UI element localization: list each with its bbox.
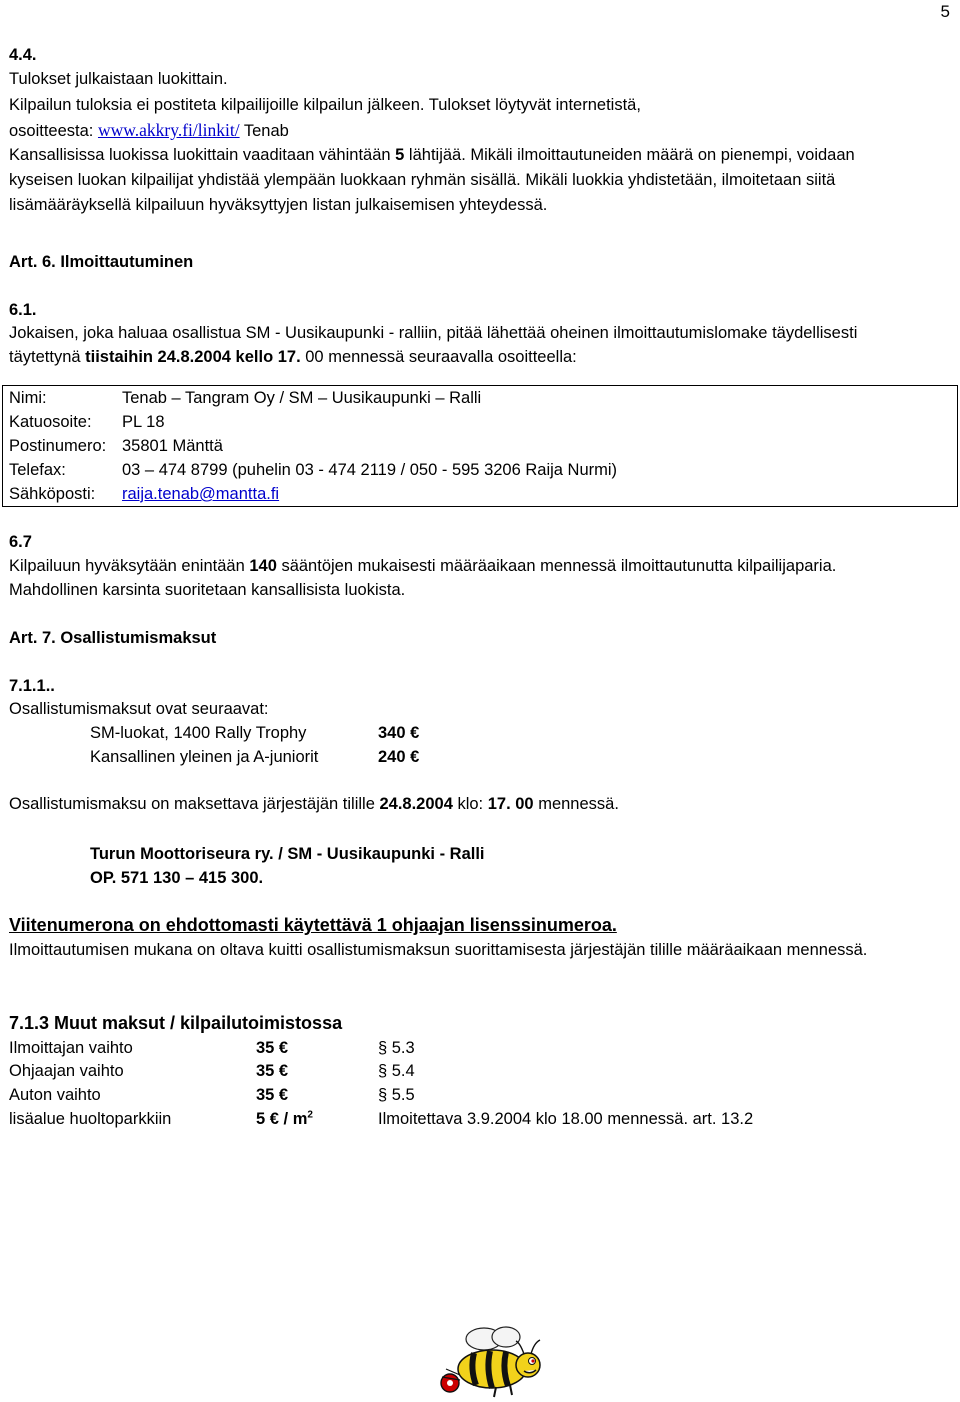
contact-label: Telefax: (9, 461, 66, 479)
art6-line2-post: 00 mennessä seuraavalla osoitteella: (300, 348, 577, 366)
other-fee-amount (256, 1107, 313, 1131)
s44-line3-pre: osoitteesta: (9, 122, 98, 140)
fee-label: SM-luokat, 1400 Rally Trophy (90, 724, 307, 742)
other-fee-ref: § 5.5 (378, 1086, 415, 1104)
art6-line2 (9, 345, 577, 369)
contact-table (2, 385, 958, 507)
section-number-7-1-1: 7.1.1.. (9, 677, 55, 695)
s44-line3 (9, 118, 289, 143)
s67-line1-pre: Kilpailuun hyväksytään enintään (9, 557, 250, 575)
other-fee-amount: 35 € (256, 1086, 289, 1104)
section-number-6-1: 6.1. (9, 301, 37, 319)
s67-line2: Mahdollinen karsinta suoritetaan kansallisista luokista. (9, 581, 406, 599)
other-fee-label: Ilmoittajan vaihto (9, 1039, 133, 1057)
art7-intro: Osallistumismaksut ovat seuraavat: (9, 700, 269, 718)
wing-icon (492, 1327, 520, 1347)
page-number: 5 (940, 2, 950, 21)
contact-row-telefax (3, 458, 958, 482)
art6-line2-pre: täytettynä (9, 348, 86, 366)
other-fee-amount: 35 € (256, 1062, 289, 1080)
deadline-date: 24.8.2004 (379, 795, 453, 813)
s67-line1 (9, 554, 836, 578)
receipt-notice: Ilmoittautumisen mukana on oltava kuitti osallistumismaksun suorittamisesta järjestäjän tilille määräaikaan mennessä. (9, 941, 868, 959)
email-link[interactable]: raija.tenab@mantta.fi (122, 485, 280, 503)
s67-max-count: 140 (249, 557, 277, 575)
account-name: Turun Moottoriseura ry. / SM - Uusikaupunki - Ralli (90, 845, 485, 863)
contact-label: Nimi: (9, 389, 47, 407)
s44-line4-post: lähtijää. Mikäli ilmoittautuneiden määrä on pienempi, voidaan (404, 146, 855, 164)
reference-number-notice: Viitenumerona on ehdottomasti käytettävä 1 ohjaajan lisenssinumeroa. (9, 915, 617, 935)
other-fee-amount: 35 € (256, 1039, 289, 1057)
art6-heading: Art. 6. Ilmoittautuminen (9, 253, 194, 271)
contact-value (116, 482, 958, 507)
section-number-6-7: 6.7 (9, 533, 32, 551)
contact-value: 35801 Mänttä (122, 437, 223, 455)
s44-line4-pre: Kansallisissa luokissa luokittain vaaditaan vähintään (9, 146, 396, 164)
contact-row-email (3, 482, 958, 507)
fee-amount: 340 € (378, 724, 420, 742)
s44-line3-post: Tenab (239, 122, 289, 140)
s44-line4-bold: 5 (395, 146, 405, 164)
deadline-mid: klo: (452, 795, 488, 813)
bee-mascot-logo (436, 1325, 546, 1401)
contact-label: Sähköposti: (9, 485, 96, 503)
other-fee-note: Ilmoitettava 3.9.2004 klo 18.00 mennessä. art. 13.2 (378, 1110, 754, 1128)
deadline-pre: Osallistumismaksu on maksettava järjestäjän tilille (9, 795, 380, 813)
payment-deadline (9, 792, 619, 816)
other-fee-label: Auton vaihto (9, 1086, 101, 1104)
s44-line6: lisämääräyksellä kilpailuun hyväksyttyjen listan julkaisemisen yhteydessä. (9, 196, 548, 214)
s44-line5: kyseisen luokan kilpailijat yhdistää ylempään luokkaan ryhmän sisällä. Mikäli luokkia yhdistetään, ilmoitetaan siitä (9, 171, 836, 189)
contact-label: Postinumero: (9, 437, 107, 455)
s44-line1: Tulokset julkaistaan luokittain. (9, 70, 228, 88)
other-fee-ref: § 5.3 (378, 1039, 415, 1057)
s67-line1-post: sääntöjen mukaisesti määräaikaan mennessä ilmoittautunutta kilpailijaparia. (276, 557, 837, 575)
contact-row-street (3, 410, 958, 434)
fee-label: Kansallinen yleinen ja A-juniorit (90, 748, 319, 766)
other-fee-ref: § 5.4 (378, 1062, 415, 1080)
contact-value: PL 18 (122, 413, 165, 431)
account-number: OP. 571 130 – 415 300. (90, 869, 264, 887)
other-fee-label: Ohjaajan vaihto (9, 1062, 124, 1080)
section-number-4-4: 4.4. (9, 46, 37, 64)
contact-row-name (3, 386, 958, 411)
s713-heading: 7.1.3 Muut maksut / kilpailutoimistossa (9, 1013, 343, 1033)
contact-row-postcode (3, 434, 958, 458)
art6-deadline: tiistaihin 24.8.2004 kello 17. (85, 348, 301, 366)
contact-value: Tenab – Tangram Oy / SM – Uusikaupunki – Ralli (122, 389, 482, 407)
other-fee-label: lisäalue huoltoparkkiin (9, 1110, 172, 1128)
fee-amount: 240 € (378, 748, 420, 766)
deadline-post: mennessä. (533, 795, 619, 813)
parking-fee: 5 € / m (256, 1110, 308, 1128)
contact-value: 03 – 474 8799 (puhelin 03 - 474 2119 / 050 - 595 3206 Raija Nurmi) (122, 461, 618, 479)
square-superscript: 2 (307, 1109, 313, 1121)
s44-line4 (9, 143, 855, 167)
art6-line1: Jokaisen, joka haluaa osallistua SM - Uusikaupunki - ralliin, pitää lähettää oheinen ilmoittautumislomake täydellisesti (9, 324, 858, 342)
s44-line2: Kilpailun tuloksia ei postiteta kilpailijoille kilpailun jälkeen. Tulokset löytyvät internetistä, (9, 96, 641, 114)
results-link[interactable]: www.akkry.fi/linkit/ (97, 120, 240, 140)
deadline-time: 17. 00 (487, 795, 534, 813)
contact-label: Katuosoite: (9, 413, 92, 431)
art7-heading: Art. 7. Osallistumismaksut (9, 629, 217, 647)
